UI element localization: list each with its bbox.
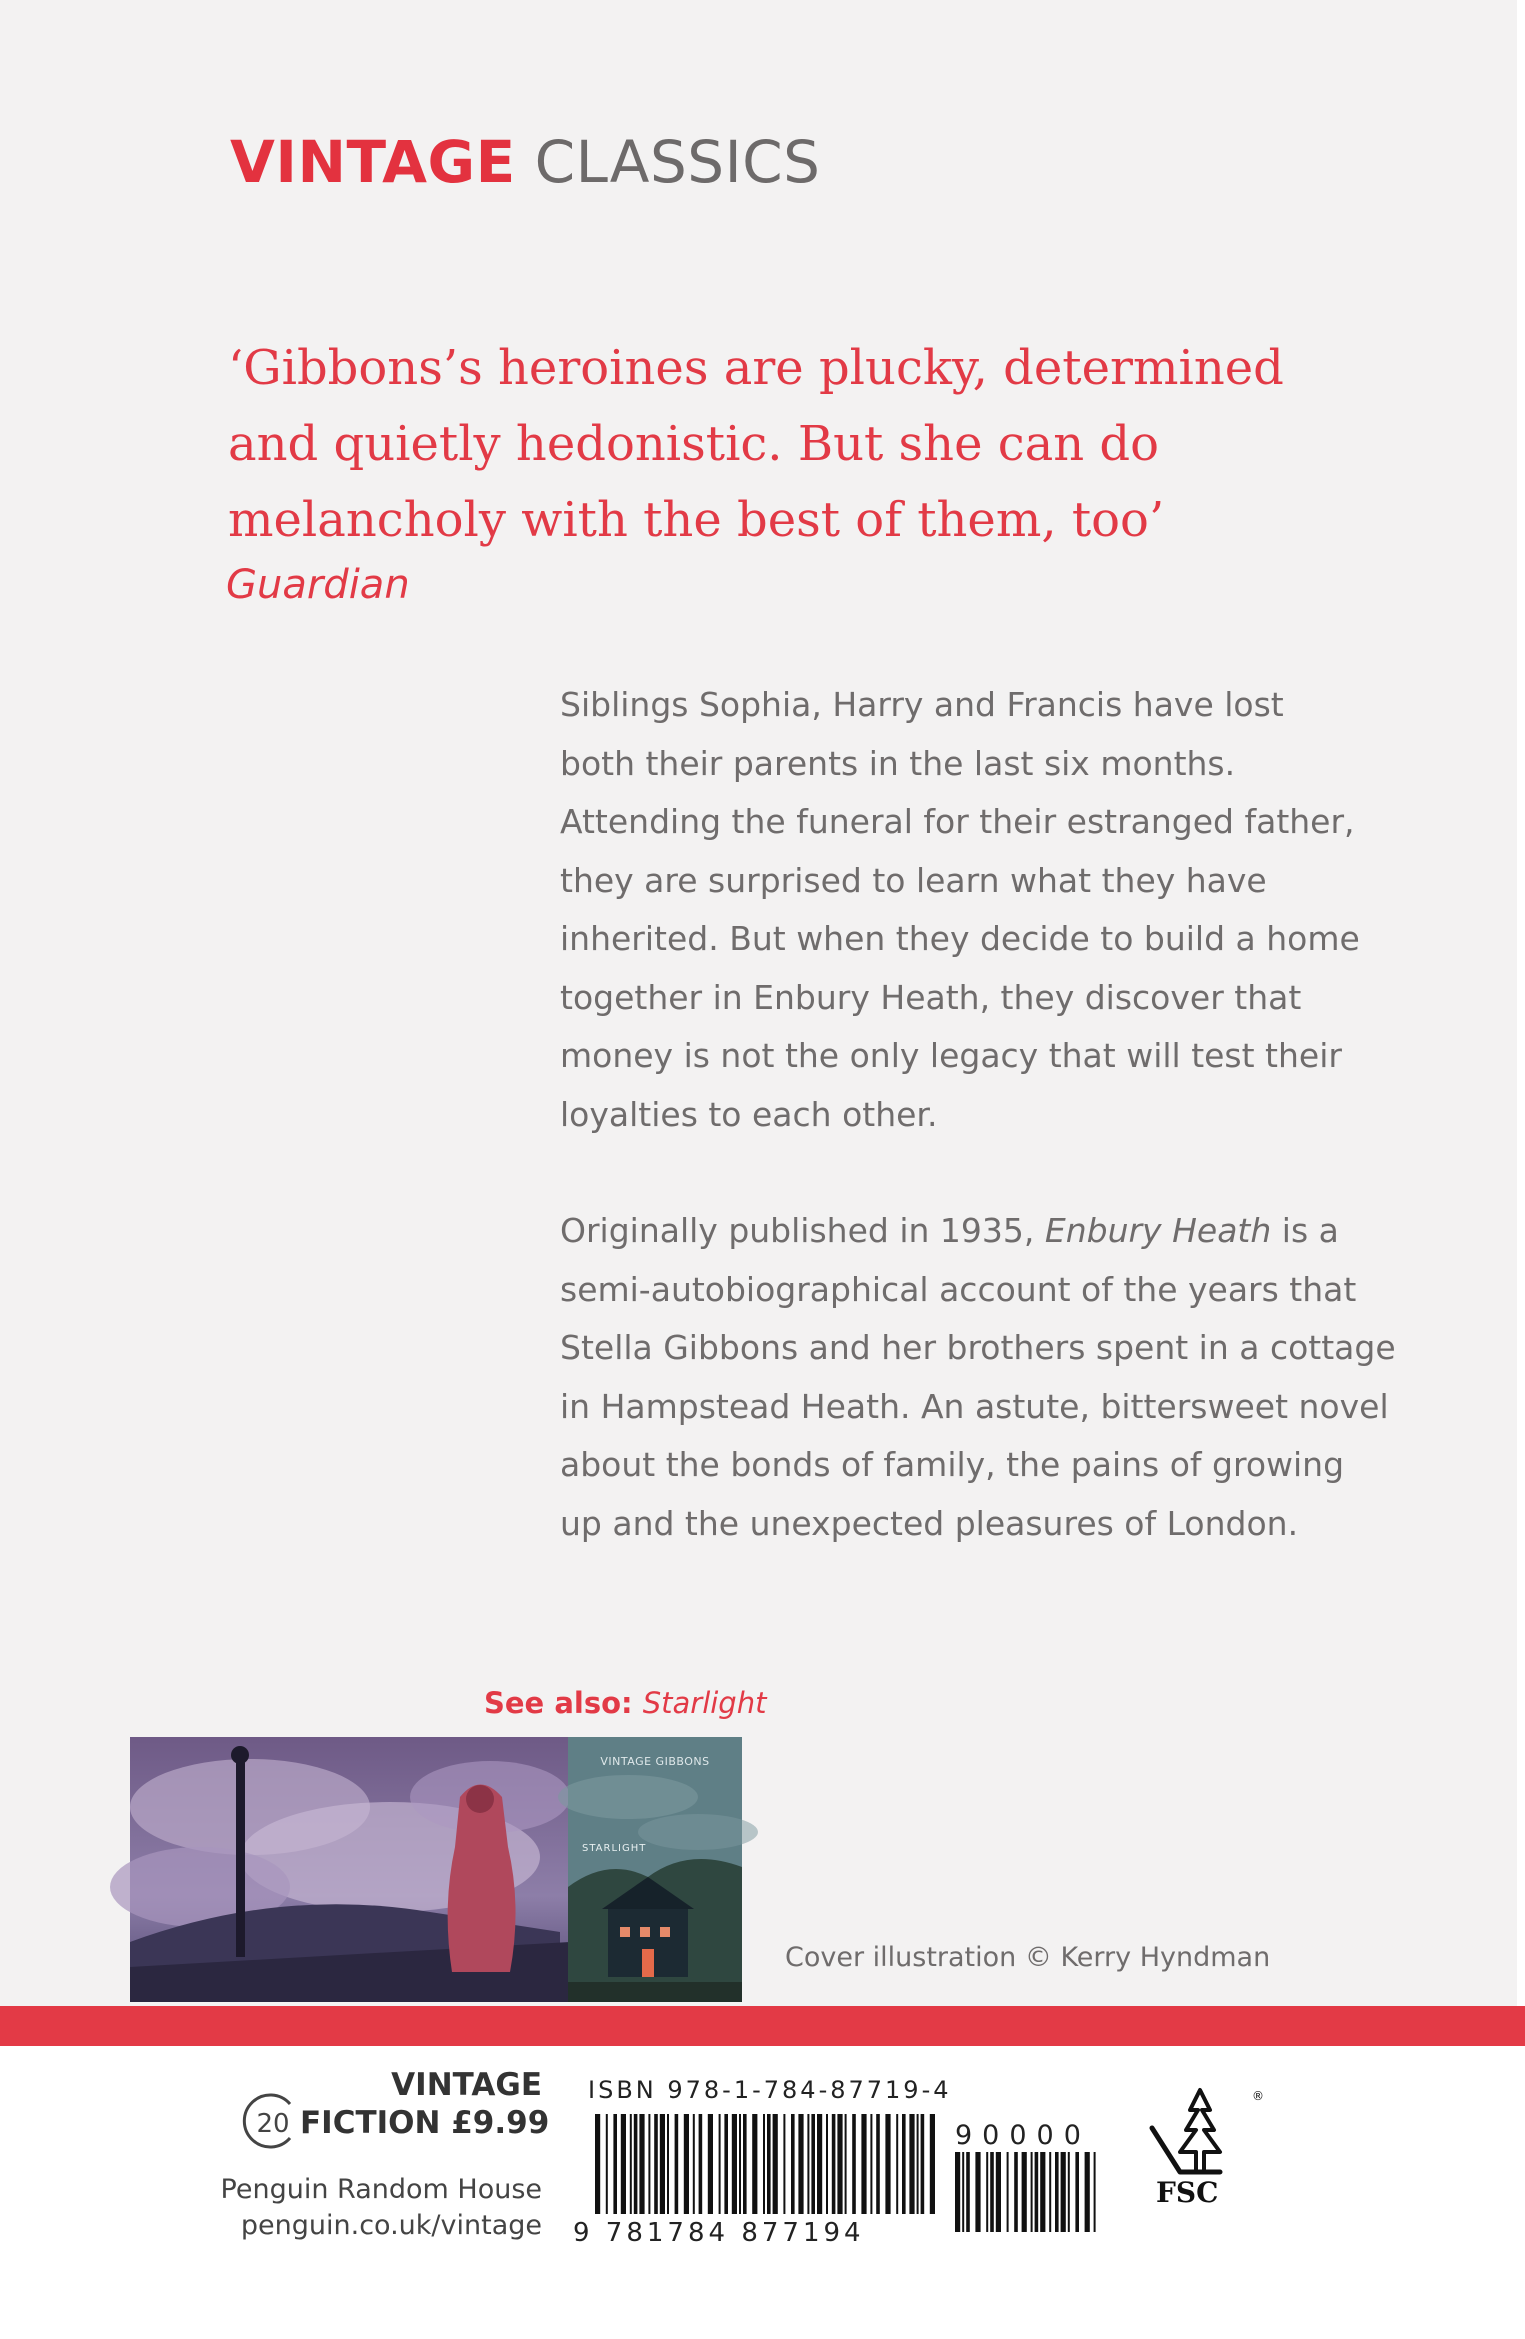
- barcode-bar: [962, 2152, 964, 2232]
- barcode-bar: [975, 2152, 980, 2232]
- quote-line: and quietly hedonistic. But she can do: [228, 416, 1160, 472]
- mini-cover-title: STARLIGHT: [582, 1843, 647, 1854]
- blurb: [560, 676, 1460, 1553]
- barcode-bar: [896, 2114, 898, 2214]
- mini-cover-image: [568, 1737, 742, 2002]
- barcode-bar: [724, 2114, 728, 2214]
- publisher-url: penguin.co.uk/vintage: [240, 2210, 542, 2241]
- blurb-line: Siblings Sophia, Harry and Francis have lost: [560, 685, 1284, 724]
- barcode-bar: [634, 2114, 638, 2214]
- barcode-bar: [826, 2114, 828, 2214]
- barcode-bar: [684, 2114, 689, 2214]
- barcode-bar: [1049, 2152, 1051, 2232]
- blurb-line: together in Enbury Heath, they discover that: [560, 977, 1302, 1017]
- barcode-bar: [902, 2114, 906, 2214]
- barcode-digits: 9 781784 877194: [573, 2218, 865, 2248]
- cover-credit: Cover illustration © Kerry Hyndman: [785, 1942, 1271, 1973]
- barcode-bar: [921, 2114, 925, 2214]
- blurb-line: Attending the funeral for their estranged father,: [560, 802, 1355, 841]
- barcode-bar: [648, 2114, 650, 2214]
- barcode-bar: [699, 2114, 703, 2214]
- blurb-line: semi-autobiographical account of the years that: [560, 1269, 1357, 1309]
- barcode-bar: [885, 2114, 890, 2214]
- barcode-bar: [1055, 2152, 1059, 2232]
- barcode-bar: [743, 2114, 747, 2214]
- mini-cover-header: VINTAGE GIBBONS: [600, 1755, 710, 1768]
- series-logo-vintage: VINTAGE: [230, 128, 516, 196]
- blurb-line: loyalties to each other.: [560, 1094, 938, 1134]
- barcode-bar: [667, 2114, 669, 2214]
- barcode-bar: [791, 2114, 795, 2214]
- blurb-line: money is not the only legacy that will test their: [560, 1036, 1342, 1075]
- barcode-bar: [1035, 2152, 1039, 2232]
- c20-label: 20: [256, 2109, 290, 2139]
- imprint: [300, 2066, 550, 2142]
- series-logo-classics: CLASSICS: [534, 128, 821, 196]
- barcode-bar: [990, 2152, 994, 2232]
- barcode-bar: [845, 2114, 847, 2214]
- red-band: [0, 2006, 1525, 2046]
- blurb-line: both their parents in the last six months.: [560, 743, 1236, 783]
- starlight-mini-cover: [568, 1737, 742, 2002]
- barcode-bar: [986, 2152, 988, 2232]
- barcode-bar: [852, 2114, 856, 2214]
- imprint-price: FICTION £9.99: [300, 2105, 550, 2141]
- barcode-bar: [613, 2114, 617, 2214]
- barcode-bar: [739, 2114, 741, 2214]
- barcode-bar: [955, 2152, 960, 2232]
- blurb-line: inherited. But when they decide to build a home: [560, 919, 1360, 958]
- c20-icon: [238, 2090, 300, 2152]
- barcode-bar: [811, 2114, 815, 2214]
- barcode-bar: [930, 2114, 935, 2214]
- blurb-text: Originally published in 1935,: [560, 1211, 1045, 1250]
- barcode-bar: [1061, 2152, 1066, 2232]
- barcode-bar: [909, 2114, 914, 2214]
- barcode-icon: [595, 2114, 915, 2214]
- blurb-line: they are surprised to learn what they have: [560, 860, 1267, 900]
- barcode-bar: [996, 2152, 1001, 2232]
- barcode-bar: [752, 2114, 757, 2214]
- blurb-line: [560, 1202, 1460, 1261]
- blurb-text: is a: [1271, 1211, 1339, 1250]
- barcode-bar: [693, 2114, 695, 2214]
- barcode-bar: [798, 2114, 803, 2214]
- barcode-bar: [832, 2114, 836, 2214]
- barcode-bar: [1075, 2152, 1079, 2232]
- addon-digits: 90000: [955, 2120, 1091, 2151]
- barcode-bar: [1014, 2152, 1018, 2232]
- see-also-title: Starlight: [642, 1686, 767, 1720]
- barcode-bar: [606, 2114, 608, 2214]
- quote-line: ‘Gibbons’s heroines are plucky, determined: [228, 340, 1284, 396]
- barcode-bar: [870, 2114, 872, 2214]
- barcode-bar: [917, 2114, 919, 2214]
- barcode-bar: [675, 2114, 679, 2214]
- fsc-label: FSC: [1156, 2176, 1219, 2209]
- barcode-bar: [639, 2114, 644, 2214]
- barcode-bar: [1040, 2152, 1045, 2232]
- quote-attribution: Guardian: [226, 562, 410, 608]
- barcode-bar: [719, 2114, 721, 2214]
- isbn-label: ISBN 978-1-784-87719-4: [588, 2076, 952, 2104]
- blurb-line: up and the unexpected pleasures of London.: [560, 1503, 1299, 1543]
- barcode-bar: [595, 2114, 600, 2214]
- barcode-bar: [763, 2114, 765, 2214]
- barcode-bar: [1022, 2152, 1027, 2232]
- blurb-line: about the bonds of family, the pains of growing: [560, 1445, 1345, 1484]
- publisher-info: [190, 2172, 542, 2244]
- review-quote: [228, 330, 1284, 558]
- barcode-bar: [783, 2114, 785, 2214]
- publisher-name: Penguin Random House: [220, 2174, 542, 2205]
- barcode-bar: [630, 2114, 632, 2214]
- barcode-bar: [817, 2114, 822, 2214]
- barcode-bar: [1007, 2152, 1009, 2232]
- barcode-bar: [773, 2114, 778, 2214]
- barcode-bar: [660, 2114, 665, 2214]
- barcode-bar: [966, 2152, 970, 2232]
- barcode-bar: [876, 2114, 880, 2214]
- barcode-bar: [708, 2114, 713, 2214]
- barcode-bar: [654, 2114, 658, 2214]
- addon-barcode-icon: [955, 2152, 1105, 2232]
- paragraph-gap: [560, 1144, 1460, 1202]
- barcode-bar: [1094, 2152, 1096, 2232]
- barcode-bar: [1031, 2152, 1033, 2232]
- barcode-bar: [1068, 2152, 1070, 2232]
- imprint-name: VINTAGE: [391, 2067, 542, 2103]
- barcode-bar: [807, 2114, 809, 2214]
- see-also-label: See also:: [484, 1686, 643, 1720]
- barcode-bar: [732, 2114, 737, 2214]
- barcode-bar: [861, 2114, 866, 2214]
- blurb-line: in Hampstead Heath. An astute, bittersweet novel: [560, 1386, 1389, 1426]
- blurb-line: Stella Gibbons and her brothers spent in a cottage: [560, 1328, 1396, 1367]
- registered-mark: ®: [1252, 2089, 1264, 2103]
- quote-line: melancholy with the best of them, too’: [228, 492, 1165, 548]
- book-title: Enbury Heath: [1044, 1211, 1272, 1250]
- barcode-bar: [837, 2114, 842, 2214]
- series-logo: [230, 128, 821, 196]
- barcode-bar: [767, 2114, 771, 2214]
- barcode-bar: [621, 2114, 626, 2214]
- barcode-bar: [1085, 2152, 1090, 2232]
- see-also: [484, 1686, 766, 1720]
- right-edge-margin: [1517, 0, 1525, 2339]
